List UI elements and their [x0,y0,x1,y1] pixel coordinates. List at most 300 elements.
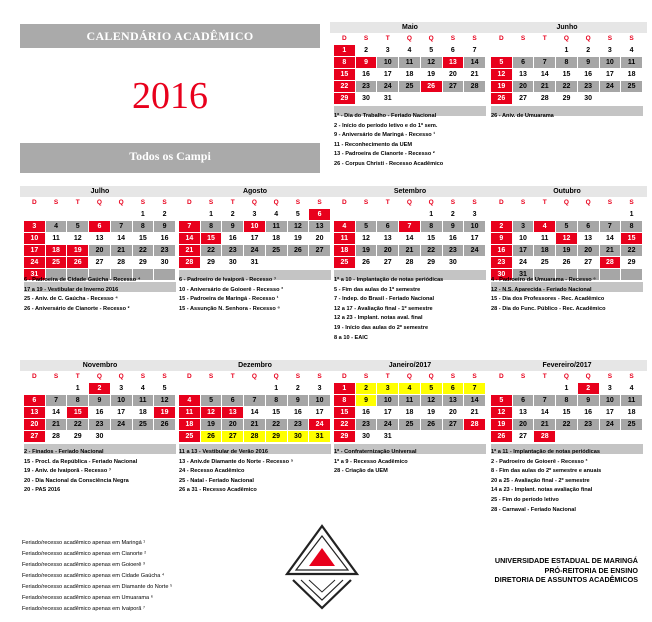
institution-dept: PRÓ-REITORIA DE ENSINO [544,565,638,575]
day-cell: 28 [179,257,201,269]
month-title: Dezembro [175,360,335,371]
day-cell: 1 [556,383,578,395]
day-cell: 11 [334,233,356,245]
day-cell: 10 [377,57,399,69]
note-line: 12 - N.S. Aparecida - Feriado Nacional [491,286,592,293]
day-cell: 24 [24,257,46,269]
weekday-header [491,33,643,45]
legend-item: Feriado/recesso acadêmico apenas em Diamante do Norte ⁵ [22,584,173,590]
day-cell: 21 [534,419,556,431]
week-row [491,209,643,221]
day-cell: 17 [377,407,399,419]
institution-name: UNIVERSIDADE ESTADUAL DE MARINGÁ [494,556,638,565]
day-cell: 15 [421,233,443,245]
day-cell: 28 [244,431,266,443]
week-row [24,419,176,431]
weekday-label: D [491,33,513,45]
week-row [179,395,331,407]
note-line: 13 - Padroeira de Cianorte - Recesso ² [334,151,435,158]
note-line: 20 - PAS 2016 [24,487,61,494]
day-cell: 15 [334,69,356,81]
month-title: Junho [487,22,647,33]
day-cell: 3 [244,209,266,221]
day-cell: 8 [201,221,223,233]
week-row [179,221,331,233]
weekday-label: S [621,197,643,209]
note-line: 10 - Aniversário de Goioerê - Recesso ³ [179,286,283,293]
legend-item: Feriado/recesso acadêmico apenas em Cianorte ² [22,551,147,557]
week-row [491,407,643,419]
day-cell: 8 [266,395,288,407]
day-cell: 12 [556,233,578,245]
week-row [491,233,643,245]
day-cell: 18 [179,419,201,431]
day-cell: 27 [578,257,600,269]
day-cell: 22 [334,81,356,93]
day-cell [621,93,643,105]
day-cell: 14 [179,233,201,245]
day-cell: 15 [556,407,578,419]
day-cell: 5 [556,221,578,233]
note-line: 1º a 11 - Implantação de notas periódicas [491,449,600,455]
week-row [334,407,486,419]
day-cell: 9 [578,57,600,69]
weekday-label: D [491,197,513,209]
day-cell: 25 [133,419,155,431]
month-calendar-junho [487,22,647,116]
weekday-header [179,371,331,383]
day-cell: 6 [513,57,535,69]
day-cell: 6 [513,395,535,407]
day-cell: 13 [309,221,331,233]
day-cell: 10 [244,221,266,233]
week-row [179,209,331,221]
day-cell: 21 [399,245,421,257]
day-cell: 21 [111,245,133,257]
day-cell: 18 [133,407,155,419]
day-cell: 21 [464,69,486,81]
weekday-label: S [464,33,486,45]
weekday-label: D [24,371,46,383]
day-cell: 11 [46,233,68,245]
day-cell: 2 [491,221,513,233]
day-cell: 21 [46,419,68,431]
weekday-label: S [288,371,310,383]
day-cell [179,383,201,395]
note-line: 26 a 31 - Recesso Acadêmico [179,487,257,494]
day-cell: 20 [513,81,535,93]
month-title: Setembro [330,186,490,197]
day-cell: 19 [491,419,513,431]
day-cell: 1 [334,383,356,395]
day-cell [266,257,288,269]
day-cell [443,93,465,105]
week-row [491,221,643,233]
note-line: 12 a 17 - Avaliação final - 1º semestre [334,305,433,312]
weekday-label: T [222,371,244,383]
month-calendar-janeiro [330,360,490,454]
day-cell: 8 [421,221,443,233]
day-cell: 14 [464,57,486,69]
day-cell: 14 [600,233,622,245]
day-cell: 3 [600,45,622,57]
day-cell: 16 [356,407,378,419]
weekday-label: T [377,197,399,209]
day-cell: 19 [288,233,310,245]
day-cell: 19 [154,407,176,419]
day-cell: 12 [491,407,513,419]
day-cell: 3 [24,221,46,233]
campi-banner: Todos os Campi [20,143,320,173]
week-row [334,69,486,81]
day-cell: 4 [534,221,556,233]
day-cell: 6 [443,45,465,57]
day-cell: 18 [266,233,288,245]
day-cell: 2 [443,209,465,221]
weekday-label: S [621,371,643,383]
note-line: 25 - Aniv. de C. Gaúcha - Recesso ⁴ [24,296,118,303]
day-cell [464,431,486,443]
day-cell [154,269,176,281]
day-cell: 20 [309,233,331,245]
note-line: 15 - Procl. da República - Feriado Nacional [24,458,138,465]
week-row [491,45,643,57]
day-cell: 24 [377,419,399,431]
day-cell: 24 [513,257,535,269]
day-cell [534,383,556,395]
day-cell: 26 [67,257,89,269]
weekday-label: Q [578,33,600,45]
day-cell: 23 [288,419,310,431]
day-cell: 24 [600,419,622,431]
note-line: 25 - Fim do período letivo [491,496,559,503]
day-cell: 4 [266,209,288,221]
day-cell: 2 [288,383,310,395]
legend-item: Feriado/recesso acadêmico apenas em Cidade Gaúcha ⁴ [22,573,165,579]
day-cell [578,209,600,221]
day-cell: 18 [334,245,356,257]
weekday-label: S [133,197,155,209]
day-cell: 24 [244,245,266,257]
note-line: 1º - Dia do Trabalho - Feriado Nacional [334,113,437,119]
day-cell: 31 [309,431,331,443]
weekday-label: Q [244,197,266,209]
legend-item: Feriado/recesso acadêmico apenas em Maringá ¹ [22,540,146,546]
day-cell: 7 [244,395,266,407]
day-cell: 10 [377,395,399,407]
weekday-label: Q [578,197,600,209]
day-cell: 29 [266,431,288,443]
weekday-label: S [513,33,535,45]
day-cell: 24 [111,419,133,431]
month-grid [491,33,643,105]
day-cell: 28 [534,431,556,443]
note-line: 9 - Aniversário de Maringá - Recesso ¹ [334,132,436,139]
day-cell: 22 [266,419,288,431]
day-cell: 9 [443,221,465,233]
day-cell [513,209,535,221]
day-cell: 16 [89,407,111,419]
weekday-label: T [67,197,89,209]
day-cell: 19 [491,81,513,93]
day-cell: 6 [377,221,399,233]
day-cell [201,383,223,395]
day-cell: 2 [578,45,600,57]
weekday-label: Q [89,197,111,209]
day-cell: 14 [534,69,556,81]
day-cell: 29 [334,93,356,105]
note-line: 26 - Aniv. de Umuarama [491,113,554,119]
day-cell: 9 [89,395,111,407]
note-line: 8 - Fim das aulas do 2º semestre e anuais [491,468,602,475]
day-cell: 17 [464,233,486,245]
weekday-label: S [201,371,223,383]
day-cell: 10 [600,395,622,407]
day-cell: 25 [179,431,201,443]
week-row [24,395,176,407]
day-cell: 27 [309,245,331,257]
day-cell: 23 [356,81,378,93]
day-cell [309,257,331,269]
week-row [491,383,643,395]
day-cell: 17 [513,245,535,257]
day-cell [244,383,266,395]
day-cell: 29 [133,257,155,269]
week-row [491,81,643,93]
day-cell: 21 [600,245,622,257]
day-cell: 21 [179,245,201,257]
weekday-label: D [24,197,46,209]
day-cell: 6 [89,221,111,233]
month-notes-outubro [491,276,606,314]
weekday-label: D [334,371,356,383]
note-line: 24 - Recesso Acadêmico [179,468,245,475]
legend-item: Feriado/recesso acadêmico apenas em Ivaiporã ⁷ [22,606,145,612]
note-line: 2 - Início do período letivo e do 1º sem. [334,122,438,129]
week-row [179,431,331,443]
day-cell [24,209,46,221]
weekday-label: S [513,371,535,383]
legend [22,538,172,615]
day-cell: 20 [377,245,399,257]
day-cell: 19 [421,69,443,81]
day-cell: 9 [356,395,378,407]
weekday-label: S [201,197,223,209]
day-cell [534,209,556,221]
day-cell: 7 [399,221,421,233]
day-cell: 14 [46,407,68,419]
day-cell: 15 [133,233,155,245]
day-cell: 8 [556,57,578,69]
day-cell: 5 [67,221,89,233]
day-cell: 24 [377,81,399,93]
day-cell: 6 [222,395,244,407]
day-cell: 21 [464,407,486,419]
week-row [24,383,176,395]
weekday-label: T [67,371,89,383]
day-cell: 10 [309,395,331,407]
weekday-label: Q [556,371,578,383]
day-cell [600,93,622,105]
day-cell [356,209,378,221]
week-row [334,257,486,269]
day-cell: 18 [399,69,421,81]
day-cell: 16 [491,245,513,257]
week-row [334,45,486,57]
day-cell: 18 [621,407,643,419]
week-row [491,69,643,81]
day-cell: 20 [513,419,535,431]
day-cell: 15 [67,407,89,419]
day-cell: 1 [67,383,89,395]
day-cell: 2 [356,383,378,395]
day-cell: 23 [154,245,176,257]
week-row [491,419,643,431]
day-cell: 25 [334,257,356,269]
day-cell: 6 [309,209,331,221]
year-heading: 2016 [132,75,208,117]
day-cell: 7 [534,395,556,407]
day-cell: 20 [578,245,600,257]
day-cell: 3 [513,221,535,233]
day-cell: 12 [67,233,89,245]
day-cell: 7 [600,221,622,233]
day-cell [491,45,513,57]
day-cell: 7 [464,45,486,57]
weekday-header [491,197,643,209]
day-cell: 26 [491,431,513,443]
day-cell [89,209,111,221]
weekday-label: S [600,371,622,383]
day-cell: 13 [377,233,399,245]
weekday-label: Q [266,197,288,209]
day-cell [556,209,578,221]
weekday-label: S [621,33,643,45]
day-cell: 26 [421,81,443,93]
day-cell: 5 [356,221,378,233]
day-cell: 4 [399,383,421,395]
month-grid [179,197,331,269]
day-cell: 6 [24,395,46,407]
week-row [334,221,486,233]
note-line: 28 - Carnaval - Feriado Nacional [491,506,576,513]
day-cell: 22 [421,245,443,257]
day-cell: 7 [534,57,556,69]
day-cell: 11 [133,395,155,407]
day-cell: 14 [464,395,486,407]
day-cell: 4 [621,45,643,57]
month-calendar-agosto [175,186,335,280]
week-row [334,245,486,257]
day-cell: 8 [556,395,578,407]
day-cell: 1 [421,209,443,221]
month-calendar-setembro [330,186,490,280]
day-cell: 15 [621,233,643,245]
month-notes-junho [491,112,554,122]
note-line: 26 - Aniversário de Cianorte - Recesso ² [24,305,130,312]
day-cell: 23 [578,419,600,431]
weekday-label: S [309,197,331,209]
day-cell: 4 [399,45,421,57]
day-cell: 25 [399,419,421,431]
weekday-label: S [443,371,465,383]
note-line: 6 - Padroeiro de Ivaiporã - Recesso ⁷ [179,277,277,283]
week-row [24,407,176,419]
weekday-label: D [179,197,201,209]
note-line: 1º a 9 - Recesso Acadêmico [334,458,408,465]
day-cell: 5 [154,383,176,395]
weekday-label: T [377,371,399,383]
day-cell: 27 [443,419,465,431]
day-cell: 30 [154,257,176,269]
day-cell: 22 [67,419,89,431]
day-cell: 30 [356,93,378,105]
day-cell: 6 [443,383,465,395]
month-title: Agosto [175,186,335,197]
day-cell: 8 [133,221,155,233]
week-row [491,431,643,443]
weekday-header [24,197,176,209]
weekday-label: S [309,371,331,383]
day-cell: 1 [621,209,643,221]
note-line: 12 a 23 - Implant. notas aval. final [334,315,423,322]
day-cell: 27 [513,93,535,105]
day-cell: 16 [288,407,310,419]
day-cell: 1 [201,209,223,221]
weekday-label: Q [556,33,578,45]
day-cell: 30 [443,257,465,269]
day-cell: 24 [309,419,331,431]
note-line: 20 a 25 - Avaliação final - 2º semestre [491,477,590,484]
day-cell: 21 [534,81,556,93]
day-cell: 30 [89,431,111,443]
week-row [179,383,331,395]
day-cell: 18 [46,245,68,257]
day-cell: 31 [377,431,399,443]
week-row [24,245,176,257]
day-cell: 4 [621,383,643,395]
day-cell: 9 [222,221,244,233]
day-cell: 18 [621,69,643,81]
day-cell: 9 [491,233,513,245]
day-cell: 17 [309,407,331,419]
weekday-header [491,371,643,383]
day-cell: 13 [443,395,465,407]
week-row [491,245,643,257]
weekday-header [334,371,486,383]
day-cell: 1 [266,383,288,395]
month-grid [491,197,643,281]
day-cell: 16 [578,69,600,81]
day-cell: 19 [201,419,223,431]
weekday-label: D [334,33,356,45]
week-row [24,233,176,245]
day-cell: 27 [89,257,111,269]
weekday-label: Q [89,371,111,383]
day-cell: 3 [377,45,399,57]
day-cell: 2 [222,209,244,221]
month-title: Fevereiro/2017 [487,360,647,371]
day-cell: 23 [222,245,244,257]
week-row [179,233,331,245]
day-cell [578,431,600,443]
day-cell: 24 [600,81,622,93]
week-row [179,257,331,269]
day-cell: 13 [443,57,465,69]
note-line: 19 - Início das aulas do 2º semestre [334,324,429,331]
day-cell: 10 [111,395,133,407]
month-calendar-fevereiro [487,360,647,454]
